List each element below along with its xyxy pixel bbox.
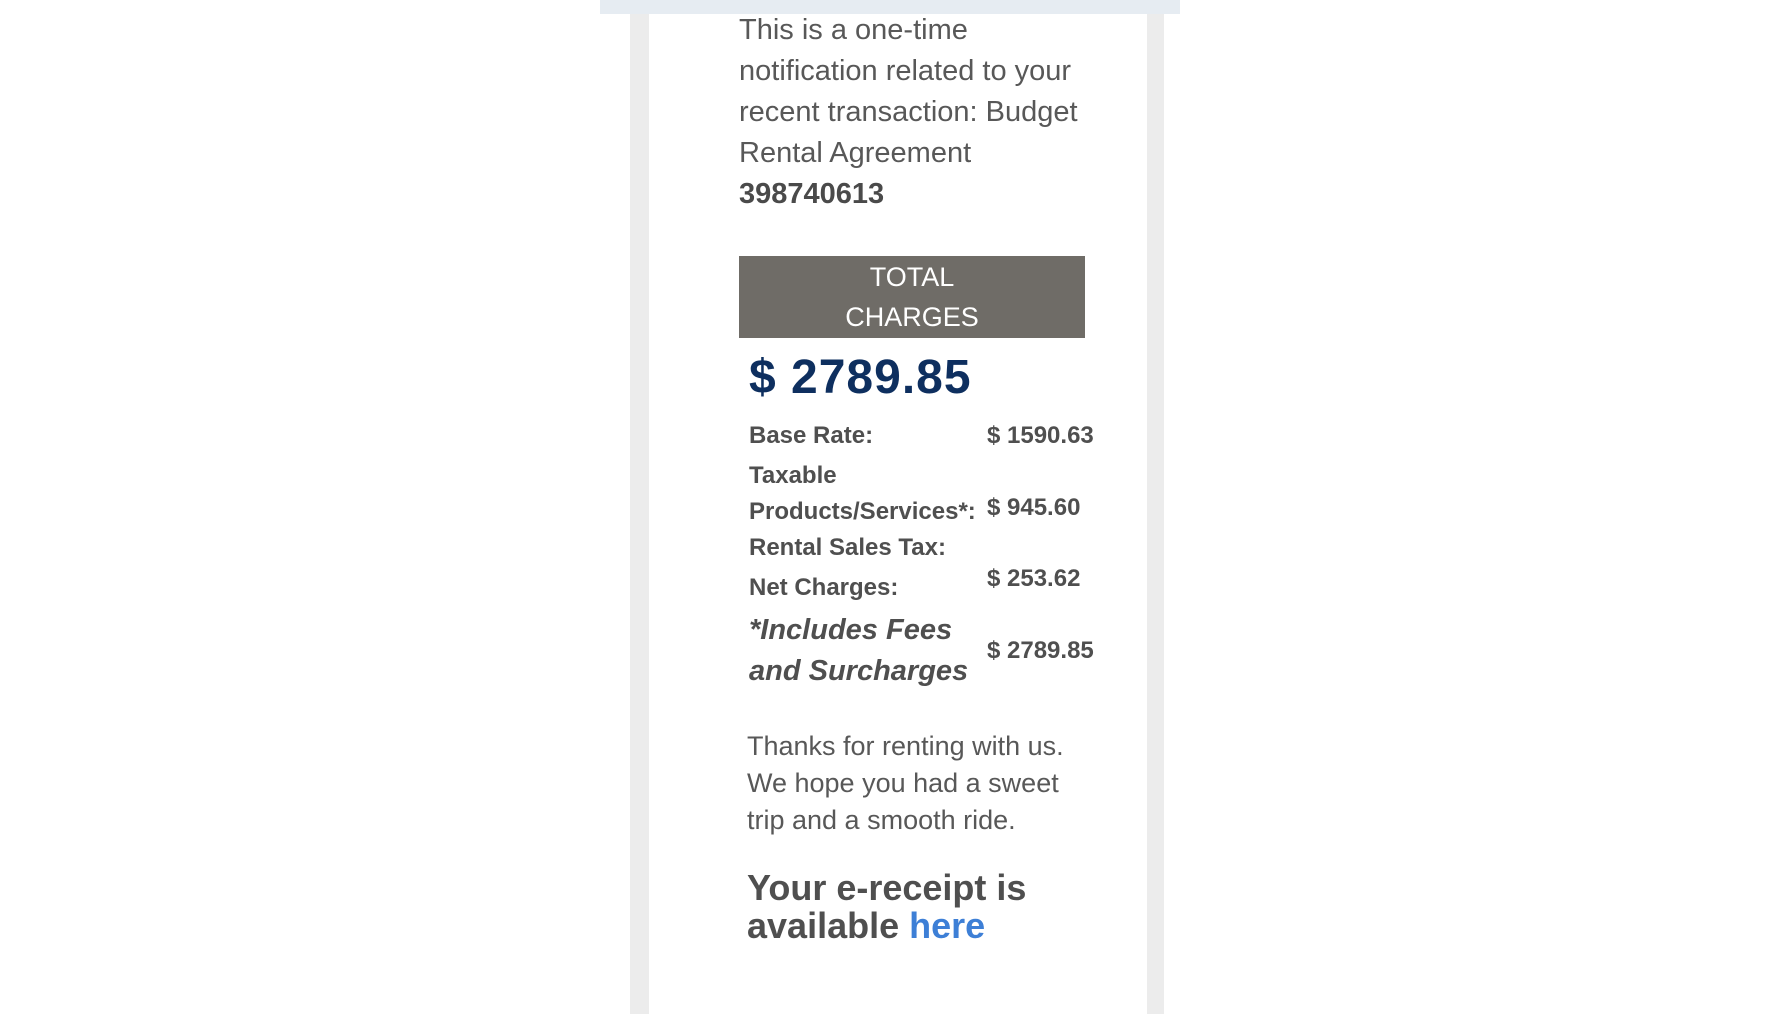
receipt-line xyxy=(747,869,1099,945)
taxable-value: $ 945.60 xyxy=(987,494,1081,521)
intro-paragraph xyxy=(739,10,1099,215)
net-charges-value: $ 2789.85 xyxy=(987,637,1094,664)
total-header-line1: TOTAL xyxy=(869,262,955,292)
email-content xyxy=(739,10,1099,945)
total-charges-header xyxy=(739,256,1085,338)
taxable-label: Taxable Products/Services*: xyxy=(749,462,976,525)
receipt-text: Your e-receipt is available xyxy=(747,867,1027,946)
thanks-paragraph: Thanks for renting with us. We hope you had a sweet trip and a smooth ride. xyxy=(747,731,1064,835)
total-amount: $ 2789.85 xyxy=(749,351,972,404)
base-rate-label: Base Rate: xyxy=(749,422,874,449)
charges-breakdown xyxy=(739,418,1099,728)
fees-note: *Includes Fees and Surcharges xyxy=(749,614,969,687)
sales-tax-label: Rental Sales Tax: xyxy=(749,534,946,561)
net-charges-label: Net Charges: xyxy=(749,574,899,601)
base-rate-value: $ 1590.63 xyxy=(987,422,1094,449)
sales-tax-value: $ 253.62 xyxy=(987,565,1081,592)
total-header-line2: CHARGES xyxy=(845,302,979,332)
agreement-number: 398740613 xyxy=(739,178,885,210)
intro-text: This is a one-time notification related to your recent transaction: Budget Rental Agreement xyxy=(739,14,1078,169)
receipt-link[interactable]: here xyxy=(909,905,986,946)
